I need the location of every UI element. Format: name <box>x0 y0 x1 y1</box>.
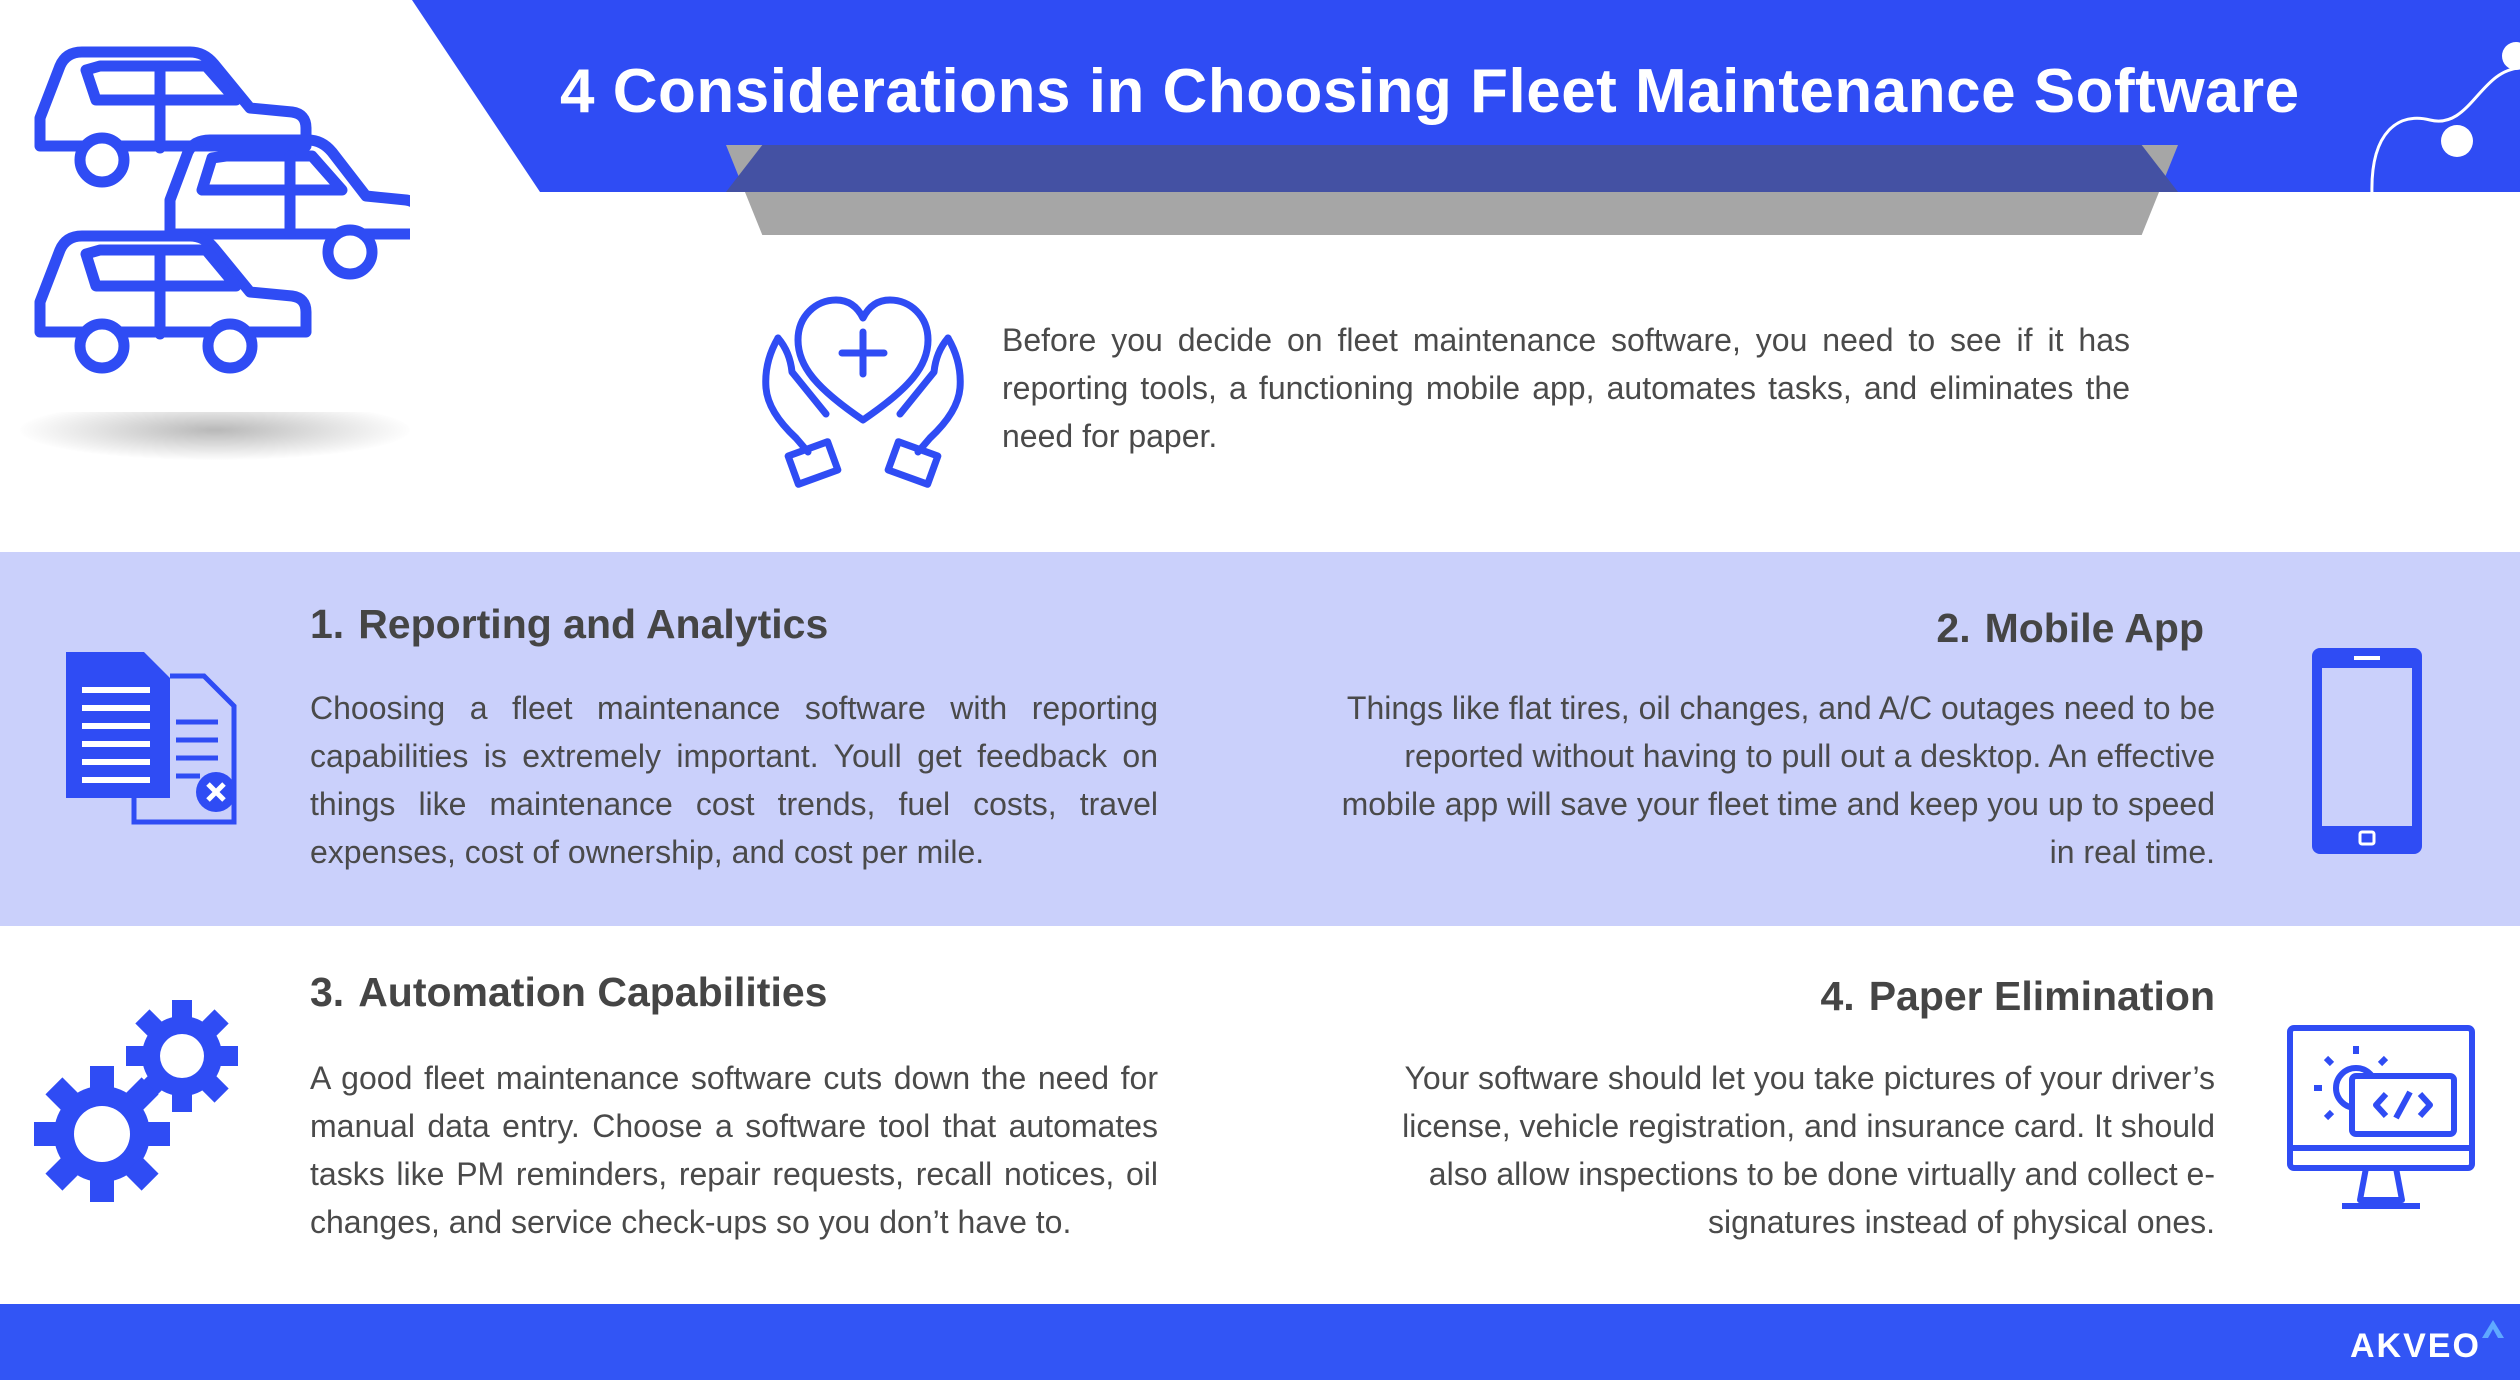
section-1-title: Reporting and Analytics <box>358 601 829 647</box>
footer-bar <box>0 1304 2520 1380</box>
section-3-title: Automation Capabilities <box>358 969 828 1015</box>
section-1-number: 1. <box>310 601 345 647</box>
intro-paragraph: Before you decide on fleet maintenance software, you need to see if it has reporting tools, a functioning mobile app, automates tasks, and eliminates the need for paper. <box>1002 322 2130 454</box>
cars-illustration-card <box>0 0 410 412</box>
mobile-phone-icon <box>2310 646 2424 856</box>
section-3-body: A good fleet maintenance software cuts down the need for manual data entry. Choose a software tool that automates tasks like PM reminders, repair requests, recall notices, oil changes, and service check-ups so you don’t have to. <box>310 1060 1158 1240</box>
section-2-title: Mobile App <box>1984 605 2204 651</box>
section-2-heading <box>1936 602 2204 654</box>
document-report-icon <box>64 650 242 826</box>
logo-triangle-icon <box>2480 1318 2506 1340</box>
section-4-heading <box>1820 970 2215 1022</box>
section-3-heading <box>310 966 827 1018</box>
ribbon <box>726 145 2178 192</box>
section-4-title: Paper Elimination <box>1868 973 2215 1019</box>
section-1-body: Choosing a fleet maintenance software with reporting capabilities is extremely important. Youll get feedback on things like maintenance cost trends, fuel costs, travel expenses, cost of ownership, and cost per mile. <box>310 690 1158 870</box>
section-4-body: Your software should let you take pictures of your driver’s license, vehicle registration, and insurance card. It should also allow inspections to be done virtually and collect e-signatures instead of physical ones. <box>1402 1060 2215 1240</box>
section-4-number: 4. <box>1820 973 1855 1019</box>
cars-icon <box>0 0 410 412</box>
section-2-number: 2. <box>1936 605 1971 651</box>
gears-icon <box>34 1000 246 1210</box>
decorative-curve-icon <box>2360 20 2520 200</box>
page-title: 4 Considerations in Choosing Fleet Maintenance Software <box>560 57 2300 126</box>
heart-hands-icon <box>756 292 970 488</box>
section-1-heading <box>310 598 828 650</box>
section-2-body: Things like flat tires, oil changes, and A/C outages need to be reported without having to pull out a desktop. An effective mobile app will save your fleet time and keep you up to speed in real time. <box>1341 690 2215 870</box>
section-3-number: 3. <box>310 969 345 1015</box>
monitor-code-icon <box>2286 1024 2476 1216</box>
brand-logo: AKVEO <box>2350 1327 2481 1365</box>
